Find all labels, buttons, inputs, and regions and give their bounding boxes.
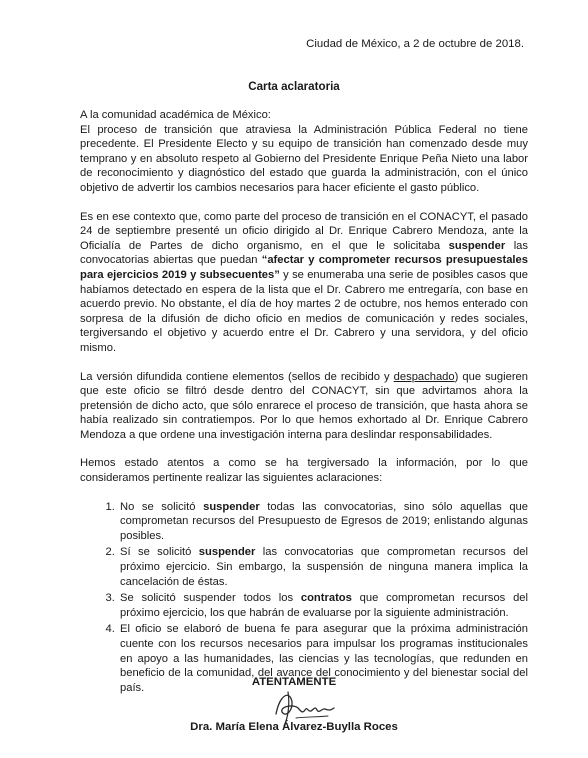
list-item: 1. No se solicitó suspender todas las convocatorias, sino sólo aquellas que comprometan recursos del Presupuesto de Egresos de 2019; enlistando algunas posibles. — [118, 500, 528, 544]
letter-title: Carta aclaratoria — [248, 80, 340, 93]
letter-date: Ciudad de México, a 2 de octubre de 2018. — [306, 38, 524, 50]
quoted-emphasis: “afectar y comprometer recursos presupuestales para ejercicios 2019 y subsecuentes” — [80, 254, 528, 281]
list-item: 2. Sí se solicitó suspender las convocatorias que comprometan recursos del próximo ejercicio. Sin embargo, la suspensión de ninguna manera implica la cancelación de éstas. — [118, 545, 528, 589]
list-item: 4. El oficio se elaboró de buena fe para asegurar que la próxima administración cuente con los recursos necesarios para impulsar los programas institucionales en apoyo a las humanidades, las ciencias y las tecnologías, que redunden en beneficio de la comunidad, del avance del conocimiento y del bienestar social del país. — [118, 622, 528, 695]
emphasis-suspender: suspender — [448, 239, 506, 252]
paragraph-1: El proceso de transición que atraviesa la Administración Pública Federal no tiene precedente. El Presidente Electo y su equipo de transición han comenzado desde muy temprano y en absoluto respeto al Gobierno del Presidente Enrique Peña Nieto una labor de reconocimiento y diagnóstico del estado que guarda la administración, con el único objetivo de advertir los cambios necesarios para hacer eficiente el gasto público. — [80, 123, 528, 194]
paragraph-2: Es en ese contexto que, como parte del proceso de transición en el CONACYT, el pasado 24 de septiembre presenté un oficio dirigido al Dr. Enrique Cabrero Mendoza, ante la Oficialía de Partes de dicho organismo, en el que le solicitaba suspender las convocatorias abiertas que puedan “afectar y comprometer recursos presupuestales para ejercicios 2019 y subsecuentes” y se enumeraba una serie de posibles casos que habíamos detectado en espera de la lista que el Dr. Cabrero me entregaría, con base en acuerdo previo. No obstante, el día de hoy martes 2 de octubre, nos hemos enterado con sorpresa de la difusión de dicho oficio en medios de comunicación y redes sociales, tergiversando el objetivo y acuerdo entre el Dr. Cabrero y una servidora, y del oficio mismo. — [80, 210, 528, 354]
clarifications-list — [80, 500, 528, 696]
salutation: A la comunidad académica de México: — [80, 109, 271, 121]
closing-atentamente: ATENTAMENTE — [251, 676, 337, 688]
list-item: 3. Se solicitó suspender todos los contratos que comprometan recursos del próximo ejercicio, los que habrán de evaluarse por la siguiente administración. — [118, 591, 528, 620]
paragraph-4: Hemos estado atentos a como se ha tergiversado la información, por lo que consideramos pertinente realizar las siguientes aclaraciones: — [80, 457, 528, 485]
paragraph-3: La versión difundida contiene elementos (sellos de recibido y despachado) que sugieren que este oficio se filtró desde dentro del CONACYT, sin que advirtamos ahora la pretensión de dicho acto, que sólo enrarece el proceso de transición, que hasta ahora se había realizado sin contratiempos. Por lo que hemos exhortado al Dr. Enrique Cabrero Mendoza a que ordene una investigación interna para deslindar responsabilidades. — [80, 370, 528, 441]
letter-body — [80, 108, 528, 697]
signer-name: Dra. María Elena Álvarez-Buylla Roces — [190, 721, 398, 733]
underlined-despachado: despachado — [393, 370, 455, 383]
